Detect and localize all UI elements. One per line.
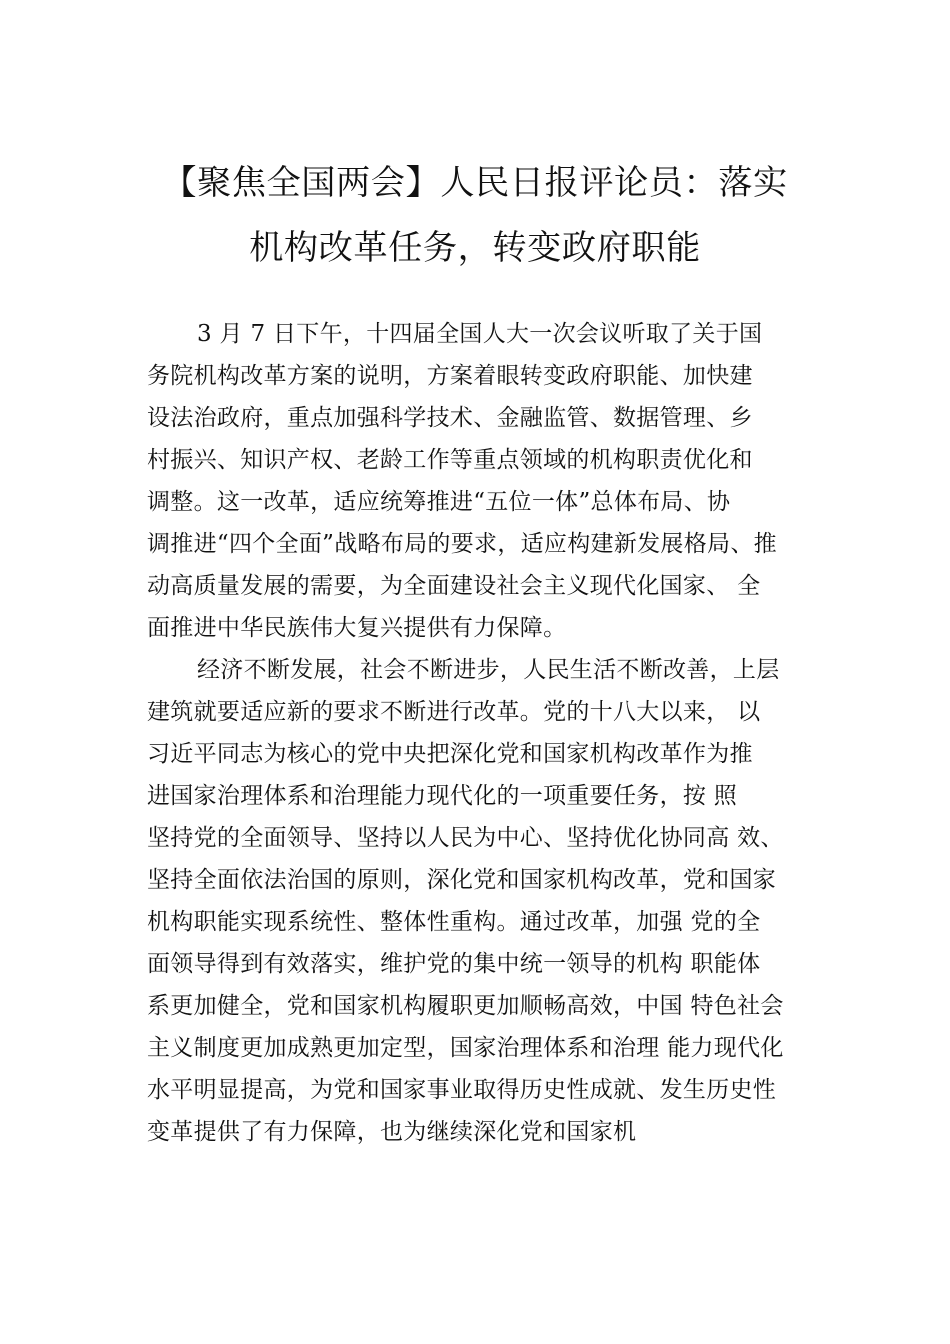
paragraph-2-line: 面领导得到有效落实，维护党的集中统一领导的机构 职能体 (147, 951, 761, 977)
document-title-line-1: 【聚焦全国两会】人民日报评论员：落实 (162, 163, 788, 203)
paragraph-1-line: 面推进中华民族伟大复兴提供有力保障。 (147, 615, 567, 641)
paragraph-1-line: 动高质量发展的需要，为全面建设社会主义现代化国家、 全 (147, 573, 761, 599)
paragraph-1-line: 调推进“四个全面”战略布局的要求，适应构建新发展格局、推 (147, 531, 777, 557)
paragraph-1-line: 村振兴、知识产权、老龄工作等重点领域的机构职责优化和 (147, 447, 753, 473)
paragraph-2-line: 系更加健全，党和国家机构履职更加顺畅高效，中国 特色社会 (147, 993, 784, 1019)
paragraph-2-line: 主义制度更加成熟更加定型，国家治理体系和治理 能力现代化 (147, 1035, 784, 1061)
paragraph-1-line: 3 月 7 日下午，十四届全国人大一次会议听取了关于国 (197, 321, 763, 347)
paragraph-2-line: 机构职能实现系统性、整体性重构。通过改革，加强 党的全 (147, 909, 761, 935)
paragraph-2-line: 水平明显提高，为党和国家事业取得历史性成就、发生历史性 (147, 1077, 777, 1103)
paragraph-1-line: 设法治政府，重点加强科学技术、金融监管、数据管理、乡 (147, 405, 753, 431)
paragraph-2-line: 习近平同志为核心的党中央把深化党和国家机构改革作为推 (147, 741, 753, 767)
paragraph-1-line: 务院机构改革方案的说明，方案着眼转变政府职能、加快建 (147, 363, 753, 389)
paragraph-2-line: 变革提供了有力保障，也为继续深化党和国家机 (147, 1119, 637, 1145)
paragraph-1-line: 调整。这一改革，适应统筹推进“五位一体”总体布局、协 (147, 489, 731, 515)
paragraph-2-line: 经济不断发展，社会不断进步，人民生活不断改善，上层 (197, 657, 780, 683)
document-title-line-2: 机构改革任务，转变政府职能 (249, 228, 701, 268)
paragraph-2-line: 建筑就要适应新的要求不断进行改革。党的十八大以来， 以 (147, 699, 761, 725)
paragraph-2-line: 坚持全面依法治国的原则，深化党和国家机构改革，党和国家 (147, 867, 777, 893)
paragraph-2-line: 坚持党的全面领导、坚持以人民为中心、坚持优化协同高 效、 (147, 825, 784, 851)
paragraph-2-line: 进国家治理体系和治理能力现代化的一项重要任务，按 照 (147, 783, 738, 809)
